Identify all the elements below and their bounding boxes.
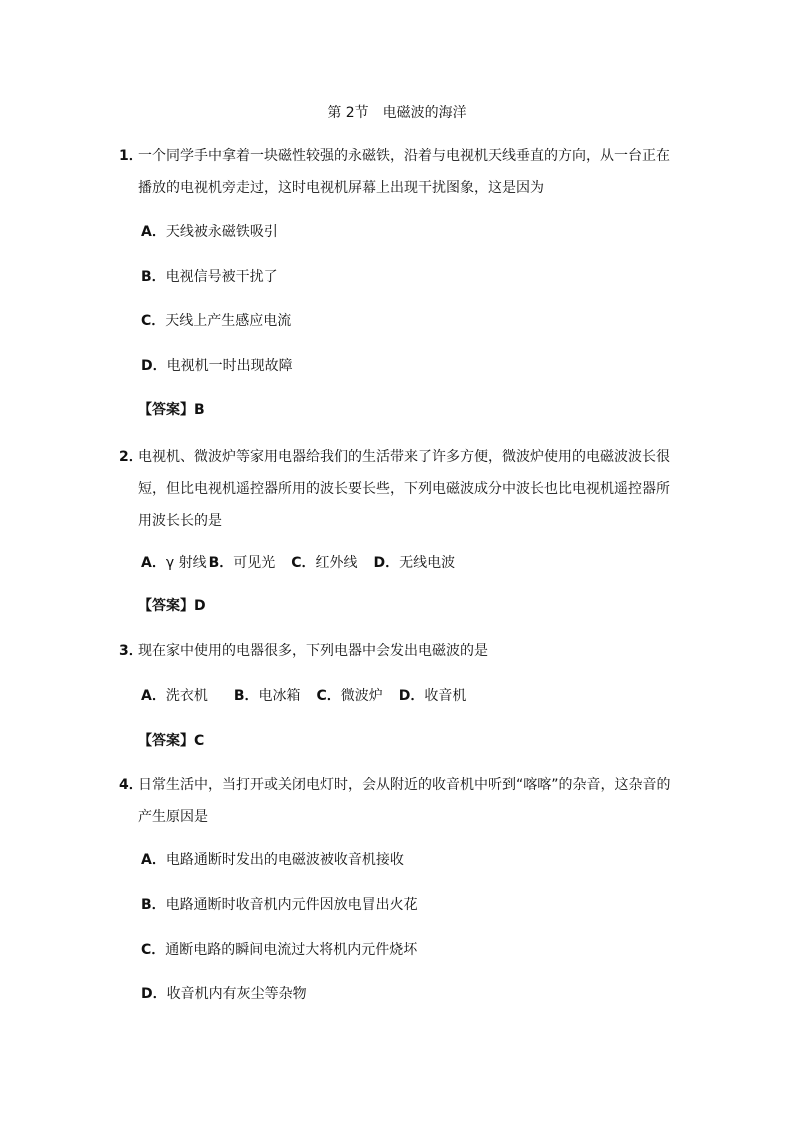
answer-3 xyxy=(138,731,204,751)
option-letter: D． xyxy=(398,688,425,704)
option-text: 通断电路的瞬间电流过大将机内元件烧坏 xyxy=(165,942,418,958)
option-b xyxy=(141,267,278,287)
question-1 xyxy=(119,140,679,204)
option-text: 洗衣机 xyxy=(165,688,208,704)
option-letter: D． xyxy=(141,358,167,374)
option-letter: A． xyxy=(141,688,166,704)
option-letter: C． xyxy=(291,555,316,571)
option-text: 电路通断时收音机内元件因放电冒出火花 xyxy=(165,897,418,913)
question-2 xyxy=(119,441,679,537)
option-d xyxy=(141,356,293,376)
option-text: 可见光 xyxy=(233,555,276,571)
answer-value: D xyxy=(194,598,206,614)
option-letter: C． xyxy=(141,313,166,329)
question-number: 1． xyxy=(119,148,143,164)
option-text: γ 射线 xyxy=(165,555,207,571)
option-text: 电视机一时出现故障 xyxy=(166,358,293,374)
option-text: 电视信号被干扰了 xyxy=(165,269,278,285)
option-c xyxy=(141,940,417,960)
answer-1 xyxy=(138,400,205,420)
option-letter: A． xyxy=(141,555,166,571)
question-number: 4． xyxy=(119,777,143,793)
option-letter: D． xyxy=(373,555,400,571)
options-row-3 xyxy=(141,686,466,706)
option-letter: B． xyxy=(141,269,166,285)
option-text: 红外线 xyxy=(315,555,358,571)
question-text: 日常生活中，当打开或关闭电灯时，会从附近的收音机中听到“喀喀”的杂音，这杂音的产生原因是 xyxy=(138,777,671,825)
question-number: 3． xyxy=(119,643,143,659)
option-text: 收音机 xyxy=(424,688,467,704)
option-letter: C． xyxy=(316,688,341,704)
option-letter: B． xyxy=(141,897,166,913)
option-text: 天线上产生感应电流 xyxy=(165,313,292,329)
answer-label: 【答案】 xyxy=(138,733,194,749)
section-title: 第 2节 电磁波的海洋 xyxy=(327,105,467,121)
question-3 xyxy=(119,635,679,667)
option-text: 微波炉 xyxy=(340,688,383,704)
option-c xyxy=(141,311,291,331)
answer-value: C xyxy=(194,733,205,749)
question-text: 一个同学手中拿着一块磁性较强的永磁铁，沿着与电视机天线垂直的方向，从一台正在播放的电视机旁走过，这时电视机屏幕上出现干扰图象，这是因为 xyxy=(138,148,670,196)
answer-label: 【答案】 xyxy=(138,598,194,614)
question-number: 2． xyxy=(119,449,143,465)
option-letter: C． xyxy=(141,942,166,958)
option-text: 无线电波 xyxy=(399,555,456,571)
option-text: 天线被永磁铁吸引 xyxy=(165,224,278,240)
option-a xyxy=(141,222,278,242)
option-text: 收音机内有灰尘等杂物 xyxy=(166,986,307,1002)
option-text: 电路通断时发出的电磁波被收音机接收 xyxy=(165,852,404,868)
option-letter: A． xyxy=(141,852,166,868)
option-a xyxy=(141,850,404,870)
option-letter: D． xyxy=(141,986,167,1002)
option-d xyxy=(141,984,307,1004)
answer-2 xyxy=(138,596,206,616)
answer-value: B xyxy=(194,402,205,418)
options-row-2 xyxy=(141,553,455,573)
option-b xyxy=(141,895,418,915)
option-letter: B． xyxy=(208,555,234,571)
question-text: 电视机、微波炉等家用电器给我们的生活带来了许多方便，微波炉使用的电磁波波长很短，但比电视机遥控器所用的波长要长些，下列电磁波成分中波长也比电视机遥控器所用波长长的是 xyxy=(138,449,670,529)
answer-label: 【答案】 xyxy=(138,402,194,418)
option-letter: B． xyxy=(233,688,259,704)
question-4 xyxy=(119,769,679,833)
option-text: 电冰箱 xyxy=(258,688,301,704)
option-letter: A． xyxy=(141,224,166,240)
question-text: 现在家中使用的电器很多，下列电器中会发出电磁波的是 xyxy=(138,643,488,659)
